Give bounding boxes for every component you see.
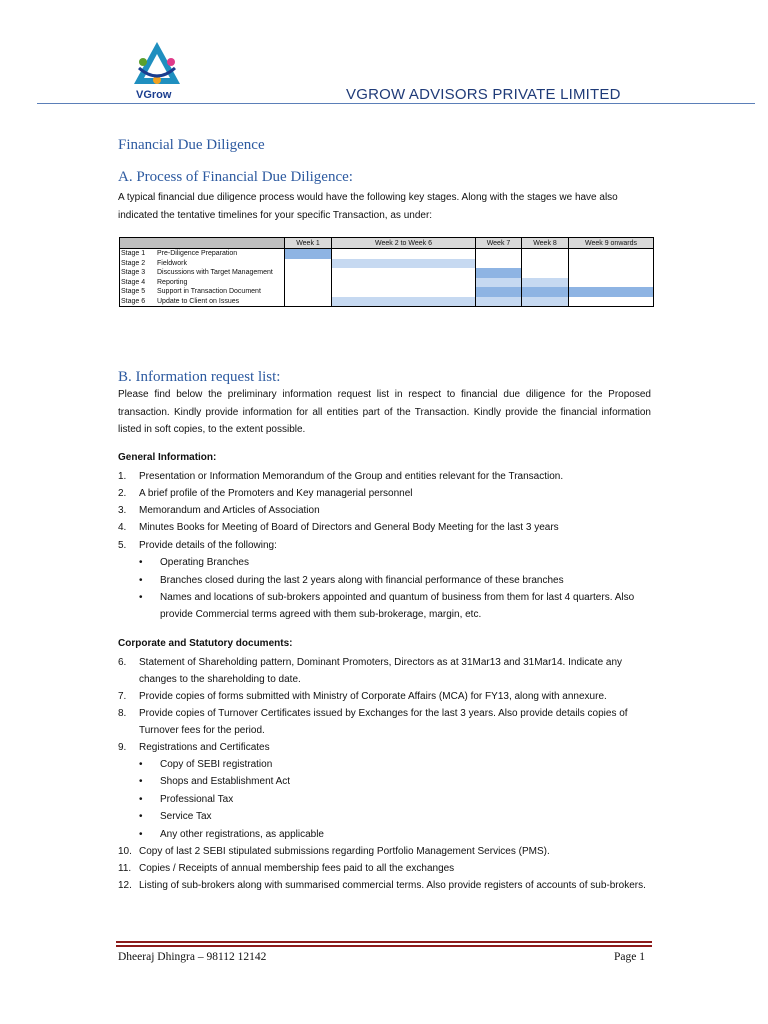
- item-text: Minutes Books for Meeting of Board of Directors and General Body Meeting for the last 3 years: [139, 522, 559, 533]
- bullet-text: Shops and Establishment Act: [160, 776, 291, 787]
- list-item: [118, 485, 651, 502]
- timeline-bar: [285, 249, 332, 259]
- timeline-bar: [332, 297, 476, 307]
- list-item: [118, 537, 651, 554]
- list-item: [118, 654, 651, 688]
- section-a-heading: A. Process of Financial Due Diligence:: [118, 169, 353, 185]
- bullet-text: Professional Tax: [160, 794, 234, 805]
- timeline-bar: [332, 259, 476, 269]
- bullet-item: [139, 554, 651, 571]
- timeline-table: [119, 237, 654, 307]
- timeline-bar: [522, 278, 569, 288]
- timeline-bar: [476, 278, 522, 288]
- bullet-icon: •: [139, 776, 143, 787]
- list-item: [118, 739, 651, 756]
- item-number: 8.: [118, 708, 127, 719]
- stage-description: Fieldwork: [157, 259, 187, 267]
- corporate-docs-title: Corporate and Statutory documents:: [118, 638, 293, 649]
- item-text: A brief profile of the Promoters and Key managerial personnel: [139, 488, 413, 499]
- bullet-text: Operating Branches: [160, 557, 249, 568]
- item-text: Memorandum and Articles of Association: [139, 505, 320, 516]
- bullet-icon: •: [139, 794, 143, 805]
- timeline-bar: [476, 268, 522, 278]
- timeline-col-week1: Week 1: [285, 238, 332, 249]
- list-item: [118, 877, 651, 894]
- timeline-bar: [522, 287, 569, 297]
- stage-number: Stage 1: [121, 250, 146, 258]
- timeline-bar: [569, 287, 654, 297]
- item-text: Copy of last 2 SEBI stipulated submissions regarding Portfolio Management Services (PMS).: [139, 846, 550, 857]
- footer-divider: [116, 941, 652, 943]
- item-number: 7.: [118, 691, 127, 702]
- bullet-icon: •: [139, 829, 143, 840]
- bullet-text: Names and locations of sub-brokers appointed and quantum of business from them for last 4 quarters. Also provide Commercial terms agreed with them sub-brokerage, margin, etc.: [160, 592, 635, 620]
- bullet-icon: •: [139, 759, 143, 770]
- section-a-intro: A typical financial due diligence process would have the following key stages. Along with the stages we have also indicated the tentative timelines for your specific Transaction, as under:: [118, 192, 618, 221]
- timeline-row: [120, 249, 654, 259]
- bullet-item: [139, 791, 651, 808]
- bullet-item: [139, 572, 651, 589]
- item-text: Presentation or Information Memorandum of the Group and entities relevant for the Transaction.: [139, 471, 564, 482]
- logo-text: VGrow: [136, 89, 172, 101]
- item-number: 5.: [118, 540, 127, 551]
- bullet-text: Service Tax: [160, 811, 212, 822]
- timeline-bar: [476, 297, 522, 307]
- item-number: 11.: [118, 863, 132, 874]
- footer-divider: [116, 945, 652, 947]
- bullet-item: [139, 756, 651, 773]
- header-divider: [37, 103, 755, 104]
- general-info-title: General Information:: [118, 452, 217, 463]
- item-number: 2.: [118, 488, 127, 499]
- item-text: Listing of sub-brokers along with summarised commercial terms. Also provide registers of accounts of sub-brokers.: [139, 880, 646, 891]
- stage-description: Reporting: [157, 278, 188, 286]
- bullet-text: Branches closed during the last 2 years along with financial performance of these branches: [160, 575, 564, 586]
- timeline-row: [120, 268, 654, 278]
- bullet-text: Any other registrations, as applicable: [160, 829, 324, 840]
- bullet-icon: •: [139, 811, 143, 822]
- timeline-col-week8: Week 8: [522, 238, 569, 249]
- stage-number: Stage 6: [121, 297, 146, 305]
- section-b-heading: B. Information request list:: [118, 369, 281, 385]
- item-text: Provide details of the following:: [139, 540, 277, 551]
- item-number: 9.: [118, 742, 127, 753]
- page-number: Page 1: [614, 951, 645, 963]
- stage-number: Stage 4: [121, 278, 146, 286]
- stage-number: Stage 3: [121, 269, 146, 277]
- bullet-text: Copy of SEBI registration: [160, 759, 273, 770]
- item-number: 10.: [118, 846, 132, 857]
- company-name: VGROW ADVISORS PRIVATE LIMITED: [346, 86, 621, 103]
- stage-description: Support in Transaction Document: [157, 288, 261, 296]
- timeline-row: [120, 259, 654, 269]
- timeline-row: [120, 278, 654, 288]
- list-item: [118, 860, 651, 877]
- stage-description: Discussions with Target Management: [157, 269, 273, 277]
- bullet-item: [139, 589, 651, 623]
- timeline-col-week2-6: Week 2 to Week 6: [332, 238, 476, 249]
- list-item: [118, 519, 651, 536]
- page-title: Financial Due Diligence: [118, 137, 265, 153]
- stage-description: Pre-Diligence Preparation: [157, 250, 238, 258]
- bullet-item: [139, 808, 651, 825]
- item-text: Statement of Shareholding pattern, Dominant Promoters, Directors as at 31Mar13 and 31Mar14. Indicate any changes to the shareholding to date.: [139, 657, 623, 685]
- item-number: 1.: [118, 471, 127, 482]
- item-text: Provide copies of Turnover Certificates issued by Exchanges for the last 3 years. Also provide details copies of Turnover fees for the period.: [139, 708, 628, 736]
- timeline-bar: [476, 287, 522, 297]
- timeline-col-week7: Week 7: [476, 238, 522, 249]
- bullet-item: [139, 773, 651, 790]
- item-number: 3.: [118, 505, 127, 516]
- item-number: 12.: [118, 880, 132, 891]
- stage-description: Update to Client on Issues: [157, 297, 240, 305]
- bullet-icon: •: [139, 557, 143, 568]
- timeline-header-blank: [120, 238, 285, 249]
- bullet-icon: •: [139, 575, 143, 586]
- list-item: [118, 843, 651, 860]
- bullet-icon: •: [139, 592, 143, 603]
- item-text: Provide copies of forms submitted with Ministry of Corporate Affairs (MCA) for FY13, along with annexure.: [139, 691, 607, 702]
- item-text: Copies / Receipts of annual membership fees paid to all the exchanges: [139, 863, 455, 874]
- timeline-col-week9: Week 9 onwards: [569, 238, 654, 249]
- item-text: Registrations and Certificates: [139, 742, 270, 753]
- stage-number: Stage 2: [121, 259, 146, 267]
- list-item: [118, 705, 651, 739]
- footer-contact: Dheeraj Dhingra – 98112 12142: [118, 951, 267, 963]
- timeline-row: [120, 287, 654, 297]
- section-b-intro: Please find below the preliminary information request list in respect to financial due diligence for the Proposed transaction. Kindly provide information for all entities part of the Transaction. Kindly provide the financial information listed in soft copies, to the extent possible.: [118, 389, 651, 435]
- bullet-item: [139, 826, 651, 843]
- list-item: [118, 688, 651, 705]
- list-item: [118, 502, 651, 519]
- item-number: 4.: [118, 522, 127, 533]
- timeline-row: [120, 297, 654, 307]
- item-number: 6.: [118, 657, 127, 668]
- list-item: [118, 468, 651, 485]
- stage-number: Stage 5: [121, 288, 146, 296]
- timeline-bar: [522, 297, 569, 307]
